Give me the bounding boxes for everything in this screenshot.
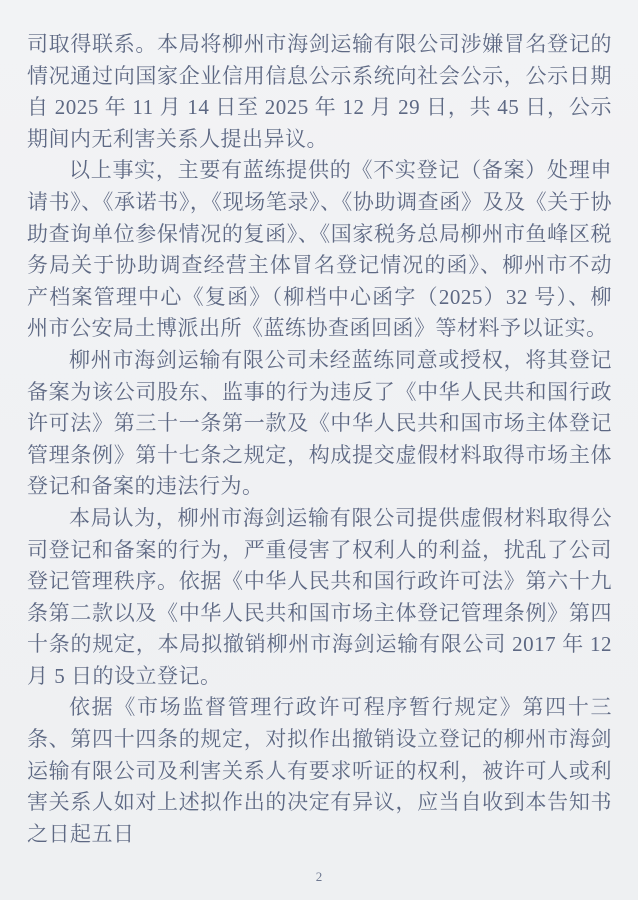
paragraph-violation-finding: 柳州市海剑运输有限公司未经蓝练同意或授权，将其登记备案为该公司股东、监事的行为违反了《中华人民共和国行政许可法》第三十一条第一款及《中华人民共和国市场主体登记管理条例》第十七条之规定，构成提交虚假材料取得市场主体登记和备案的违法行为。 bbox=[27, 347, 612, 499]
document-text-block bbox=[27, 29, 612, 850]
page-number: 2 bbox=[315, 869, 323, 884]
paragraph-hearing-rights: 依据《市场监督管理行政许可程序暂行规定》第四十三条、第四十四条的规定，对拟作出撤销设立登记的柳州市海剑运输有限公司及利害关系人有要求听证的权利，被许可人或利害关系人如对上述拟作出的决定有异议，应当自收到本告知书之日起五日 bbox=[27, 695, 612, 846]
paragraph-proposed-revocation: 本局认为，柳州市海剑运输有限公司提供虚假材料取得公司登记和备案的行为，严重侵害了权利人的利益，扰乱了公司登记管理秩序。依据《中华人民共和国行政许可法》第六十九条第二款以及《中华人民共和国市场主体登记管理条例》第四十条的规定，本局拟撤销柳州市海剑运输有限公司 2017 年 12 月 5 日的设立登记。 bbox=[27, 505, 612, 688]
paragraph-evidence-list: 以上事实，主要有蓝练提供的《不实登记（备案）处理申请书》、《承诺书》，《现场笔录》、《协助调查函》及及《关于协助查询单位参保情况的复函》、《国家税务总局柳州市鱼峰区税务局关于协助调查经营主体冒名登记情况的函》、柳州市不动产档案管理中心《复函》（柳档中心函字（2025）32 号）、柳州市公安局土博派出所《蓝练协查函回函》等材料予以证实。 bbox=[27, 158, 612, 341]
paragraph-continuation: 司取得联系。本局将柳州市海剑运输有限公司涉嫌冒名登记的情况通过向国家企业信用信息公示系统向社会公示，公示日期自 2025 年 11 月 14 日至 2025 年 12 月 29 日，共 45 日，公示期间内无利害关系人提出异议。 bbox=[27, 32, 612, 151]
